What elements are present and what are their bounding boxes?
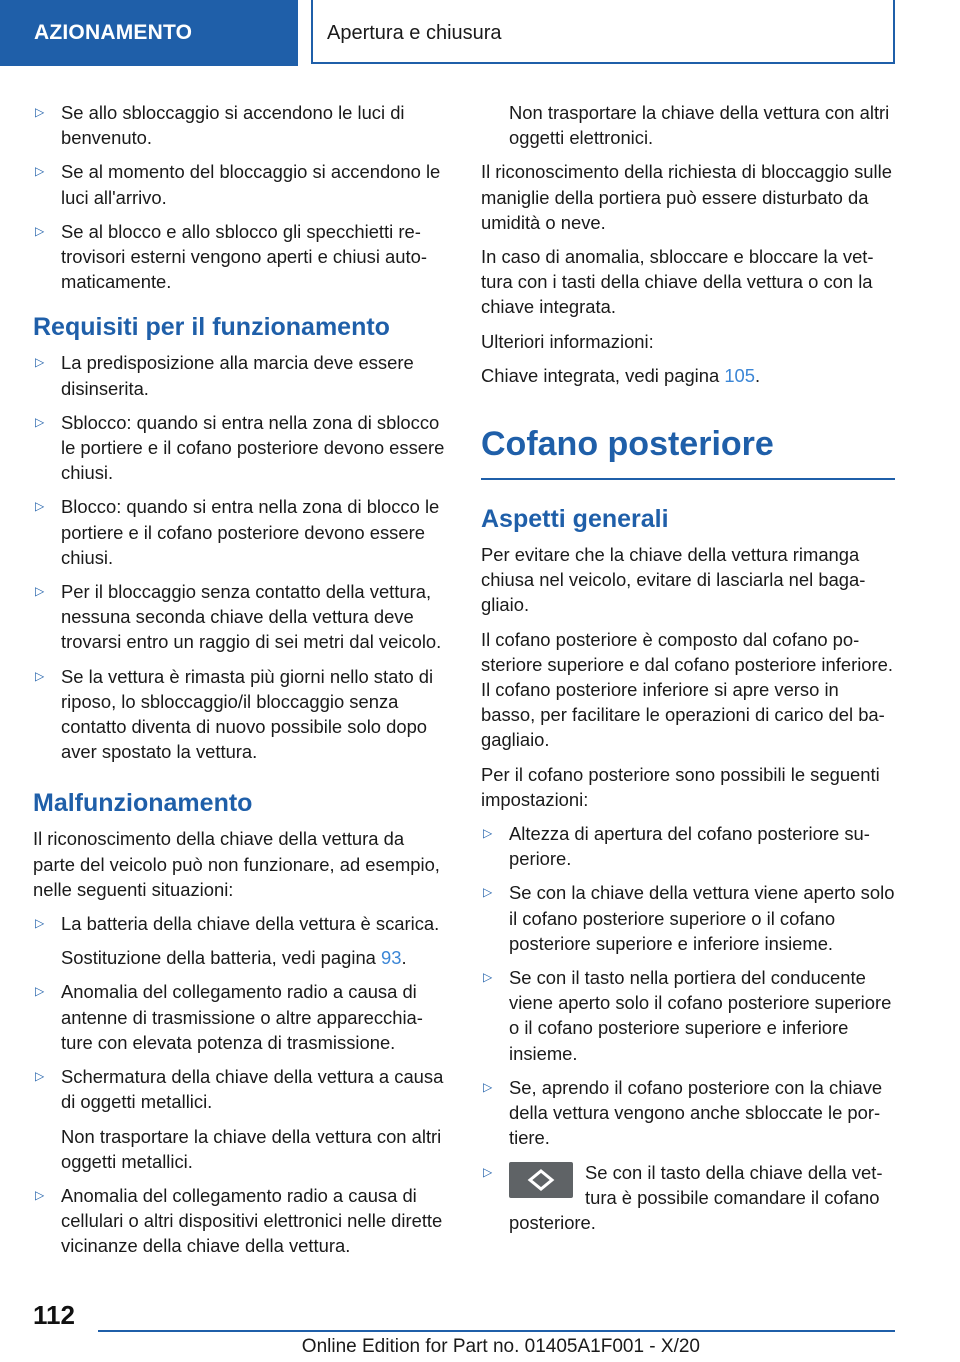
list-item: ▷ Blocco: quando si entra nella zona di blocco le portiere e il cofano posteriore devono essere chiusi. [35,496,440,568]
bullet-triangle-icon: ▷ [35,105,45,119]
metal-note: Non trasportare la chiave della vettura con altri oggetti metallici. [61,1125,442,1172]
malfunction-intro: Il riconoscimento della chiave della vettura da parte del veicolo può non funzionare, ad esempio, nelle seguenti situazioni: [33,828,440,900]
left-column [33,100,447,1268]
heading-general: Aspetti generali [481,505,669,534]
bullet-triangle-icon: ▷ [35,499,45,514]
section-tab: AZIONAMENTO [0,0,298,66]
list-item: ▷ Per il bloccaggio senza contatto della vettura, nessuna seconda chiave della vettura deve trovarsi entro un raggio di sei metri dal veicolo. [35,581,442,653]
bullet-triangle-icon: ▷ [35,355,45,370]
heading-requirements: Requisiti per il funzionamento [33,313,390,342]
list-item: ▷ La predisposizione alla marcia deve essere disinserita. [35,352,414,399]
bullet-triangle-icon: ▷ [35,1187,45,1202]
bullet-triangle-icon: ▷ [483,1079,493,1094]
list-item: ▷ Anomalia del collegamento radio a causa di antenne di trasmissione o altre apparecchiature con elevata potenza di trasmissione. [35,981,423,1053]
bullet-triangle-icon: ▷ [35,223,45,238]
paragraph: In caso di anomalia, sbloccare e bloccare la vettura con i tasti della chiave della vettura o con la chiave integrata. [481,246,874,318]
list-item: ▷ Se allo sbloccaggio si accendono le luci di benvenuto. [35,102,405,149]
tailgate-key-button-icon [509,1162,573,1198]
list-item: ▷ Se la vettura è rimasta più giorni nello stato di riposo, lo sbloccaggio/il bloccaggio senza contatto diventa di nuovo possibile solo dopo aver spostato la vettura. [35,665,434,763]
paragraph: Ulteriori informazioni: [481,330,654,352]
paragraph: Per evitare che la chiave della vettura rimanga chiusa nel veicolo, evitare di lasciarla nel bagagliaio. [481,544,866,616]
bullet-triangle-icon: ▷ [483,885,493,900]
list-item: ▷ Se al blocco e allo sblocco gli specchietti retrovisori esterni vengono aperti e chiusi automaticamente. [35,220,427,293]
list-item: ▷ La batteria della chiave della vettura è scarica. [33,911,447,936]
list-item: ▷ Se con il tasto nella portiera del conducente viene aperto solo il cofano posteriore superiore o il cofano posteriore superiore e inferiore insieme. [483,967,892,1064]
footer-divider [98,1330,895,1332]
right-column [481,100,895,1244]
page-header [0,0,960,66]
chapter-title: Apertura e chiusura [311,0,895,64]
list-item: ▷ Se al momento del bloccaggio si accendono le luci all'arrivo. [35,161,441,208]
bullet-triangle-icon: ▷ [35,584,45,599]
bullet-triangle-icon: ▷ [35,984,45,999]
page-link-93[interactable]: 93 [381,947,402,969]
list-item: ▷ Se con il tasto della chiave della vettura è possibile comandare il cofano posteriore. [483,1161,883,1233]
bullet-triangle-icon: ▷ [483,1164,493,1179]
section-title: Cofano posteriore [481,424,895,480]
list-item: ▷ Anomalia del collegamento radio a causa di cellulari o altri dispositivi elettronici nelle dirette vicinanze della chiave della vettura. [35,1184,443,1257]
electronic-note: Non trasportare la chiave della vettura con altri oggetti elettronici. [509,102,890,149]
list-item: ▷ Sblocco: quando si entra nella zona di sblocco le portiere e il cofano posteriore devono essere chiusi. [35,411,445,484]
page-number: 112 [33,1300,75,1330]
list-item: ▷ Se, aprendo il cofano posteriore con la chiave della vettura vengono anche sbloccate le portiere. [483,1076,883,1149]
bullet-triangle-icon: ▷ [35,414,45,429]
list-item: ▷ Altezza di apertura del cofano posteriore superiore. [483,823,870,870]
diamond-icon [509,1162,573,1198]
list-item: ▷ Schermatura della chiave della vettura a causa di oggetti metallici. [35,1066,444,1113]
edition-text: Online Edition for Part no. 01405A1F001 - X/20 [301,1336,700,1357]
battery-note: Sostituzione della batteria, vedi pagina 93. [61,947,407,969]
bullet-triangle-icon: ▷ [35,916,45,931]
bullet-triangle-icon: ▷ [483,826,493,841]
heading-malfunction: Malfunzionamento [33,789,253,818]
paragraph: Il cofano posteriore è composto dal cofano posteriore superiore e dal cofano posteriore inferiore. Il cofano posteriore inferiore si apre verso in basso, per facilitare le operazioni di carico del bagagliaio. [481,628,893,751]
bullet-triangle-icon: ▷ [35,1069,45,1084]
bullet-triangle-icon: ▷ [35,668,45,683]
list-item: ▷ Se con la chiave della vettura viene aperto solo il cofano posteriore superiore o il cofano posteriore superiore e inferiore insieme. [483,882,895,954]
page-link-105[interactable]: 105 [724,364,756,386]
bullet-triangle-icon: ▷ [35,164,45,179]
paragraph: Il riconoscimento della richiesta di bloccaggio sulle maniglie della portiera può essere disturbato da umidità o neve. [481,161,892,233]
paragraph: Per il cofano posteriore sono possibili le seguenti impostazioni: [481,763,880,810]
paragraph: Chiave integrata, vedi pagina 105. [481,364,761,386]
bullet-triangle-icon: ▷ [483,970,493,985]
